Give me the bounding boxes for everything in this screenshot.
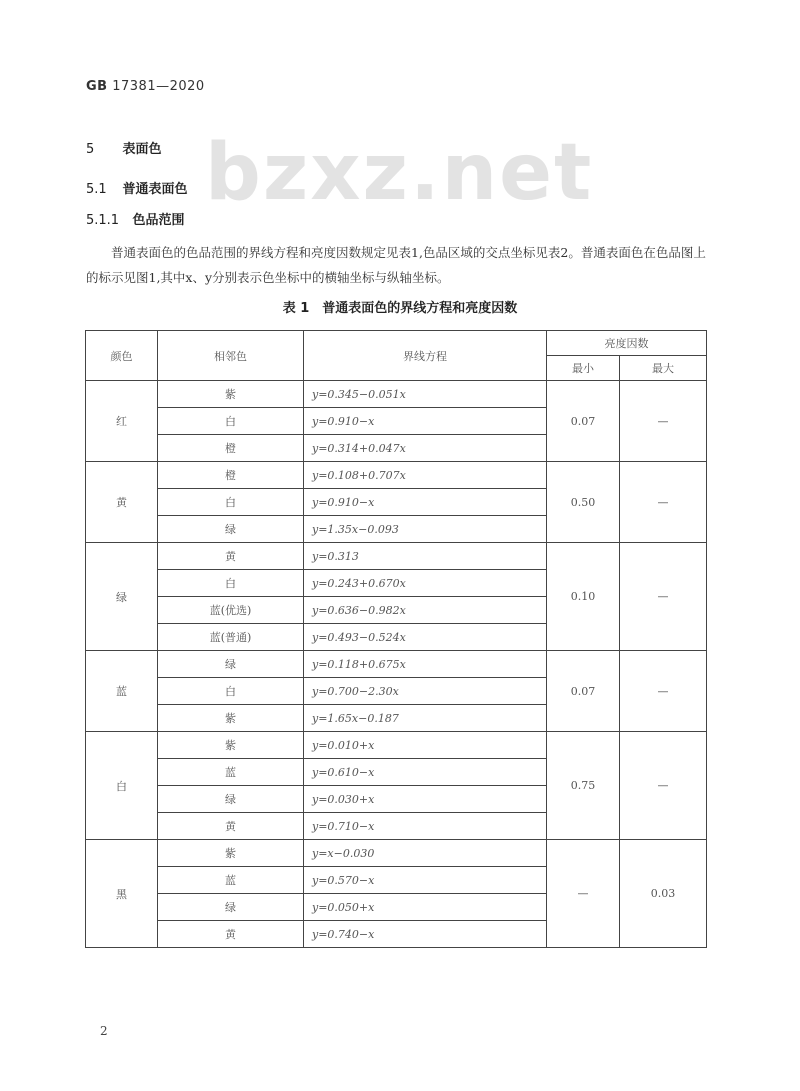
section-number: 5.1 [86, 182, 107, 197]
table-caption: 表 1 普通表面色的界线方程和亮度因数 [282, 301, 518, 316]
equation-cell: y=0.108+0.707x [304, 462, 547, 489]
section-number: 5.1.1 [86, 213, 120, 228]
luminance-min-cell: 0.07 [547, 651, 620, 732]
equation-cell: y=1.65x−0.187 [304, 705, 547, 732]
equation-cell: y=0.030+x [304, 786, 547, 813]
luminance-max-cell: — [620, 732, 707, 840]
adjacent-color-cell: 绿 [158, 651, 304, 678]
adjacent-color-cell: 绿 [158, 516, 304, 543]
luminance-max-cell: — [620, 543, 707, 651]
table-row [86, 732, 707, 759]
equation-cell: y=0.700−2.30x [304, 678, 547, 705]
equation-cell: y=0.910−x [304, 408, 547, 435]
equation-cell: y=0.010+x [304, 732, 547, 759]
header-color: 颜色 [86, 331, 158, 381]
equation-cell: y=0.636−0.982x [304, 597, 547, 624]
equation-cell: y=0.243+0.670x [304, 570, 547, 597]
header-adjacent: 相邻色 [158, 331, 304, 381]
luminance-min-cell: 0.50 [547, 462, 620, 543]
adjacent-color-cell: 蓝 [158, 759, 304, 786]
standard-prefix: GB [86, 79, 108, 94]
header-max: 最大 [620, 356, 707, 381]
luminance-max-cell: 0.03 [620, 840, 707, 948]
section-5-1-1-heading [86, 209, 185, 228]
equation-cell: y=0.118+0.675x [304, 651, 547, 678]
table-row [86, 543, 707, 570]
equation-cell: y=0.910−x [304, 489, 547, 516]
equation-cell: y=x−0.030 [304, 840, 547, 867]
equation-cell: y=0.740−x [304, 921, 547, 948]
section-title: 普通表面色 [122, 182, 188, 197]
table-row [86, 462, 707, 489]
color-cell: 蓝 [86, 651, 158, 732]
luminance-min-cell: 0.10 [547, 543, 620, 651]
table-row [86, 651, 707, 678]
equation-cell: y=0.050+x [304, 894, 547, 921]
boundary-equation-table [85, 330, 707, 948]
color-cell: 红 [86, 381, 158, 462]
color-cell: 黑 [86, 840, 158, 948]
adjacent-color-cell: 橙 [158, 462, 304, 489]
equation-cell: y=0.313 [304, 543, 547, 570]
section-5-heading [86, 138, 162, 157]
adjacent-color-cell: 黄 [158, 921, 304, 948]
standard-number: 17381—2020 [112, 79, 205, 94]
luminance-max-cell: — [620, 381, 707, 462]
header-equation: 界线方程 [304, 331, 547, 381]
adjacent-color-cell: 紫 [158, 705, 304, 732]
equation-cell: y=0.710−x [304, 813, 547, 840]
header-luminance: 亮度因数 [547, 331, 707, 356]
color-cell: 绿 [86, 543, 158, 651]
section-title: 色品范围 [132, 213, 185, 228]
color-cell: 白 [86, 732, 158, 840]
adjacent-color-cell: 黄 [158, 543, 304, 570]
equation-cell: y=0.570−x [304, 867, 547, 894]
adjacent-color-cell: 绿 [158, 894, 304, 921]
adjacent-color-cell: 紫 [158, 381, 304, 408]
luminance-min-cell: — [547, 840, 620, 948]
luminance-min-cell: 0.75 [547, 732, 620, 840]
adjacent-color-cell: 蓝(优选) [158, 597, 304, 624]
body-paragraph: 普通表面色的色品范围的界线方程和亮度因数规定见表1,色品区域的交点坐标见表2。普通表面色在色品图上的标示见图1,其中x、y分别表示色坐标中的横轴坐标与纵轴坐标。 [86, 245, 706, 285]
adjacent-color-cell: 黄 [158, 813, 304, 840]
table-row [86, 381, 707, 408]
adjacent-color-cell: 蓝 [158, 867, 304, 894]
section-title: 表面色 [122, 142, 162, 157]
table-row [86, 840, 707, 867]
equation-cell: y=1.35x−0.093 [304, 516, 547, 543]
equation-cell: y=0.610−x [304, 759, 547, 786]
luminance-max-cell: — [620, 462, 707, 543]
adjacent-color-cell: 白 [158, 408, 304, 435]
watermark: bzxz.net [205, 128, 594, 218]
standard-code [86, 79, 205, 94]
adjacent-color-cell: 橙 [158, 435, 304, 462]
adjacent-color-cell: 紫 [158, 732, 304, 759]
luminance-min-cell: 0.07 [547, 381, 620, 462]
equation-cell: y=0.314+0.047x [304, 435, 547, 462]
table-body [86, 381, 707, 948]
adjacent-color-cell: 绿 [158, 786, 304, 813]
section-number: 5 [86, 142, 95, 157]
adjacent-color-cell: 白 [158, 570, 304, 597]
section-5-1-heading [86, 178, 188, 197]
adjacent-color-cell: 白 [158, 489, 304, 516]
equation-cell: y=0.493−0.524x [304, 624, 547, 651]
adjacent-color-cell: 蓝(普通) [158, 624, 304, 651]
adjacent-color-cell: 白 [158, 678, 304, 705]
adjacent-color-cell: 紫 [158, 840, 304, 867]
page-number: 2 [100, 1024, 108, 1038]
header-min: 最小 [547, 356, 620, 381]
color-cell: 黄 [86, 462, 158, 543]
equation-cell: y=0.345−0.051x [304, 381, 547, 408]
luminance-max-cell: — [620, 651, 707, 732]
